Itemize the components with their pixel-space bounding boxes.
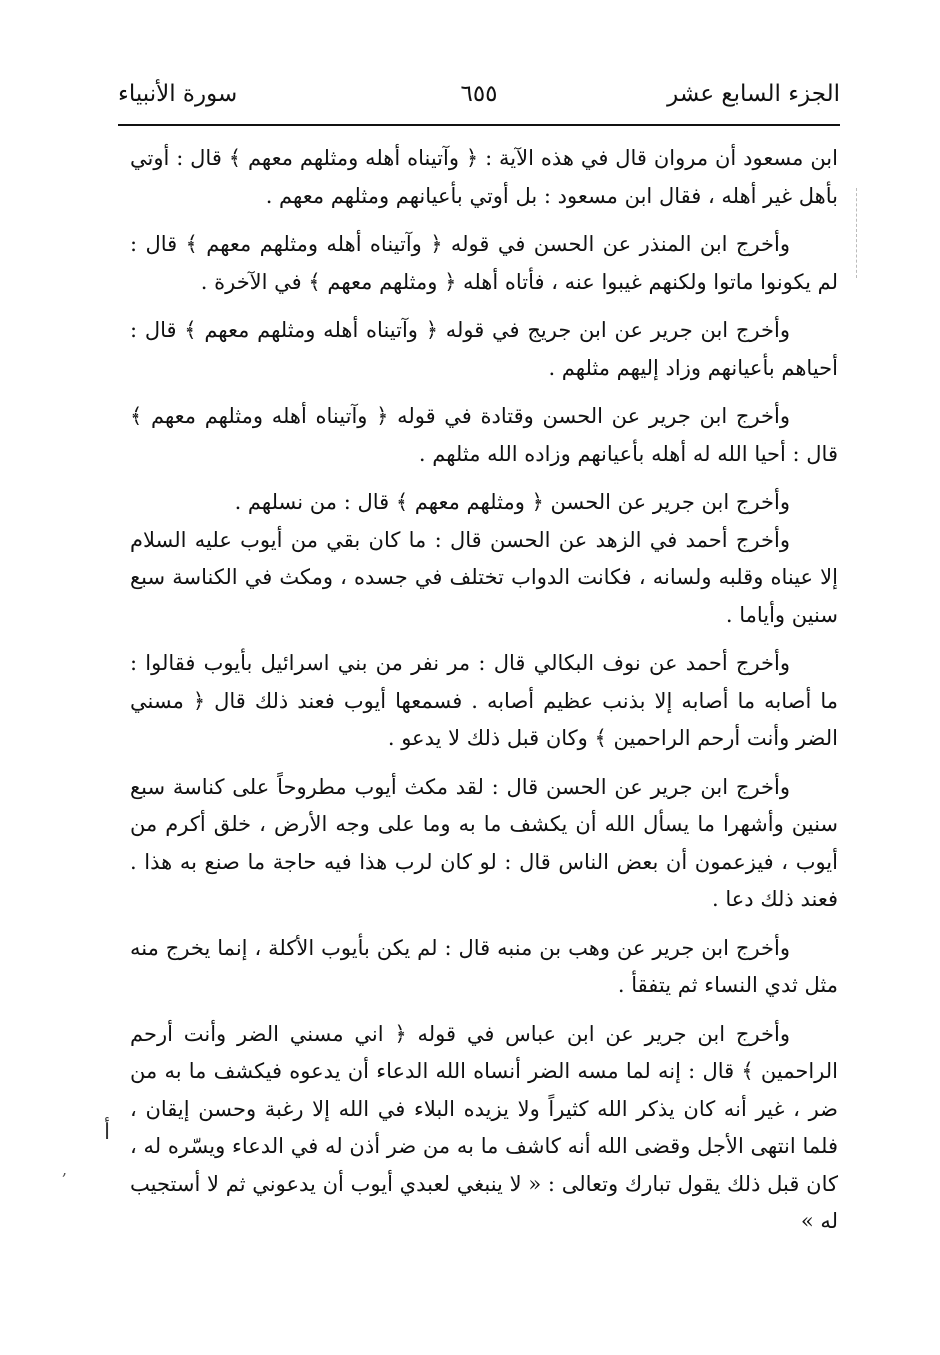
surah-title: سورة الأنبياء <box>118 81 238 107</box>
paragraph-9: وأخرج ابن جرير عن وهب بن منبه قال : لم يكن بأيوب الأكلة ، إنما يخرج منه مثل ثدي النساء ثم يتفقأ . <box>130 935 838 997</box>
paragraph-1: ابن مسعود أن مروان قال في هذه الآية : ﴿ وآتيناه أهله ومثلهم معهم ﴾ قال : أوتي بأهل غير أهله ، فقال ابن مسعود : بل أوتي بأعيانهم ومثلهم معهم . <box>130 146 838 208</box>
paragraph-4: وأخرج ابن جرير عن الحسن وقتادة في قوله ﴿ وآتيناه أهله ومثلهم معهم ﴾ قال : أحيا الله له أهله بأعيانهم وزاده الله مثلهم . <box>130 404 838 466</box>
paragraph-10: وأخرج ابن جرير عن ابن عباس في قوله ﴿ اني مسني الضر وأنت أرحم الراحمين ﴾ قال : إنه لما مسه الضر أنساه الله الدعاء أن يدعوه فيكشف ما به من ضر ، غير أنه كان يذكر الله كثيراً ولا يزيده البلاء في الله إلا رغبة وحسن إيقان ، فلما انتهى الأجل وقضى الله أنه كاشف ما به من ضر أذن له في الدعاء ويسّره له ، كان قبل ذلك يقول تبارك وتعالى : « لا ينبغي لعبدي أيوب أن يدعوني ثم لا أستجيب له » <box>130 1021 838 1233</box>
scan-edge-mark <box>856 188 857 278</box>
margin-note: أ <box>104 1120 111 1145</box>
main-text <box>130 140 838 1252</box>
paragraph-6: وأخرج أحمد في الزهد عن الحسن قال : ما كان بقي من أيوب عليه السلام إلا عيناه وقلبه ولسانه ، فكانت الدواب تختلف في جسده ، ومكث في الكناسة سبع سنين وأياما . <box>130 527 838 627</box>
paragraph-2: وأخرج ابن المنذر عن الحسن في قوله ﴿ وآتيناه أهله ومثلهم معهم ﴾ قال : لم يكونوا ماتوا ولكنهم غيبوا عنه ، فأتاه أهله ﴿ ومثلهم معهم ﴾ في الآخرة . <box>130 232 838 294</box>
paragraph-3: وأخرج ابن جرير عن ابن جريج في قوله ﴿ وآتيناه أهله ومثلهم معهم ﴾ قال : أحياهم بأعيانهم وزاد إليهم مثلهم . <box>130 318 838 380</box>
header-rule <box>118 124 840 126</box>
paragraph-8: وأخرج ابن جرير عن الحسن قال : لقد مكث أيوب مطروحاً على كناسة سبع سنين وأشهرا ما يسأل الله أن يكشف ما به وما على وجه الأرض ، خلق أكرم من أيوب ، فيزعمون أن بعض الناس قال : لو كان لرب هذا فيه حاجة ما صنع به هذا . فعند ذلك دعا . <box>130 774 838 911</box>
stray-ink-mark: , <box>62 1160 68 1179</box>
running-header <box>118 74 840 114</box>
paragraph-5: وأخرج ابن جرير عن الحسن ﴿ ومثلهم معهم ﴾ قال : من نسلهم . <box>234 490 790 514</box>
paragraph-7: وأخرج أحمد عن نوف البكالي قال : مر نفر من بني اسرائيل بأيوب فقالوا : ما أصابه ما أصابه إلا بذنب عظيم أصابه . فسمعها أيوب فعند ذلك قال ﴿ مسني الضر وأنت أرحم الراحمين ﴾ وكان قبل ذلك لا يدعو . <box>130 651 838 750</box>
page-number: ٦٥٥ <box>460 81 498 107</box>
part-title: الجزء السابع عشر <box>667 81 840 107</box>
